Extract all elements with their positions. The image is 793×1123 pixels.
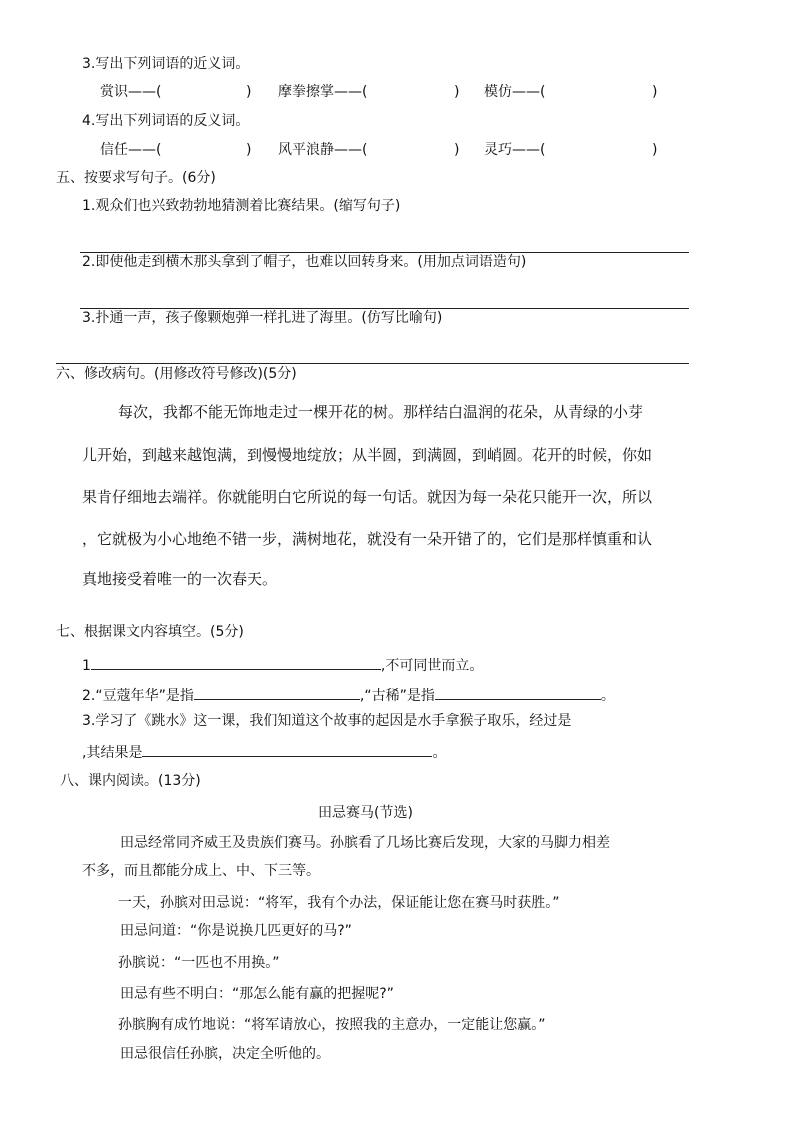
s6-line-4: ，它就极为小心地绝不错一步，满树地花，就没有一朵开错了的，它们是那样慎重和认 xyxy=(82,530,653,548)
s8-line-3: 一天，孙膑对田忌说：“将军，我有个办法，保证能让您在赛马时获胜。” xyxy=(118,895,560,911)
section-5-title: 五、按要求写句子。(6分) xyxy=(56,170,216,186)
q4-title: 4.写出下列词语的反义词。 xyxy=(82,113,250,129)
q3-item-3: 模仿——( xyxy=(484,84,546,100)
q3-item-3-close: ) xyxy=(652,84,658,100)
s8-line-1: 田忌经常同齐威王及贵族们赛马。孙膑看了几场比赛后发现，大家的马脚力相差 xyxy=(120,835,610,851)
s5-item-3: 3.扑通一声，孩子像颗炮弹一样扎进了海里。(仿写比喻句) xyxy=(82,310,443,326)
s8-line-8: 田忌很信任孙膑，决定全听他的。 xyxy=(120,1046,330,1062)
q3-item-2-close: ) xyxy=(454,84,460,100)
q4-item-1-close: ) xyxy=(246,142,252,158)
q3-item-1-close: ) xyxy=(246,84,252,100)
q4-item-2-close: ) xyxy=(454,142,460,158)
q4-item-3: 灵巧——( xyxy=(484,142,546,158)
s7-line-1-prefix: 1 xyxy=(82,658,91,674)
fill-blank[interactable] xyxy=(142,741,432,757)
q3-item-2: 摩拳擦掌——( xyxy=(278,84,368,100)
s8-line-4: 田忌问道：“你是说换几匹更好的马?” xyxy=(120,923,352,939)
q4-item-1: 信任——( xyxy=(100,142,162,158)
s6-line-2: 儿开始，到越来越饱满，到慢慢地绽放；从半圆，到满圆，到峭圆。花开的时候，你如 xyxy=(82,446,653,464)
s8-line-7: 孙膑胸有成竹地说：“将军请放心，按照我的主意办，一定能让您赢。” xyxy=(118,1017,546,1033)
s7-line-4-prefix: ,其结果是 xyxy=(82,745,143,761)
s8-line-5: 孙膑说：“一匹也不用换。” xyxy=(118,955,280,971)
passage-title: 田忌赛马(节选) xyxy=(318,805,413,821)
q4-item-2: 风平浪静——( xyxy=(278,142,368,158)
fill-blank[interactable] xyxy=(435,684,601,700)
s6-line-1: 每次，我都不能无饰地走过一棵开花的树。那样结白温润的花朵，从青绿的小芽 xyxy=(118,403,644,421)
section-6-title: 六、修改病句。(用修改符号修改)(5分) xyxy=(56,366,297,382)
s6-line-3: 果肯仔细地去端祥。你就能明白它所说的每一句话。就因为每一朵花只能开一次，所以 xyxy=(82,488,653,506)
fill-blank[interactable] xyxy=(194,684,360,700)
s7-line-2 xyxy=(82,684,615,706)
section-8-title: 八、课内阅读。(13分) xyxy=(60,773,201,789)
s7-line-4-end: 。 xyxy=(432,745,447,761)
s7-line-2-b: ,“古稀”是指 xyxy=(359,688,435,704)
s8-line-2: 不多，而且都能分成上、中、下三等。 xyxy=(82,863,320,879)
s5-item-2: 2.即使他走到横木那头拿到了帽子，也难以回转身来。(用加点词语造句) xyxy=(82,254,527,270)
q3-title: 3.写出下列词语的近义词。 xyxy=(82,56,250,72)
s8-line-6: 田忌有些不明白：“那怎么能有赢的把握呢?” xyxy=(120,986,394,1002)
s7-line-3: 3.学习了《跳水》这一课，我们知道这个故事的起因是水手拿猴子取乐，经过是 xyxy=(82,713,572,729)
q3-item-1: 赏识——( xyxy=(100,84,162,100)
s7-line-1-suffix: ,不可同世而立。 xyxy=(380,658,484,674)
s7-line-4 xyxy=(82,741,446,763)
s5-item-1: 1.观众们也兴致勃勃地猜测着比赛结果。(缩写句子) xyxy=(82,198,401,214)
s7-line-2-a: 2.“豆蔻年华”是指 xyxy=(82,688,194,704)
s6-line-5: 真地接受着唯一的一次春天。 xyxy=(82,570,278,588)
section-7-title: 七、根据课文内容填空。(5分) xyxy=(56,624,244,640)
fill-blank[interactable] xyxy=(91,654,381,670)
s7-line-1 xyxy=(82,654,483,676)
s7-line-2-end: 。 xyxy=(600,688,615,704)
q4-item-3-close: ) xyxy=(652,142,658,158)
